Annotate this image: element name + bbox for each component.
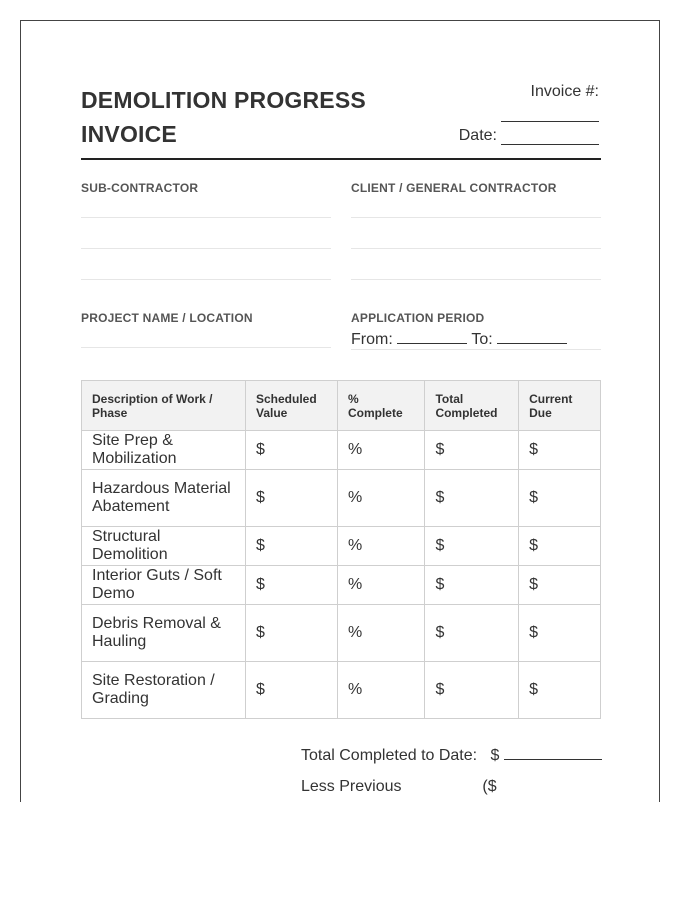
header-current-due: Current Due xyxy=(519,381,601,431)
sub-contractor-field-1[interactable] xyxy=(81,217,331,218)
table-row xyxy=(82,431,601,470)
project-field[interactable] xyxy=(81,347,331,348)
table-row xyxy=(82,566,601,605)
total-completed-currency: $ xyxy=(490,747,500,764)
row-current-due[interactable]: $ xyxy=(519,470,601,527)
header-scheduled-value: Scheduled Value xyxy=(245,381,337,431)
row-total-completed[interactable]: $ xyxy=(425,527,519,566)
row-scheduled-value[interactable]: $ xyxy=(245,431,337,470)
invoice-title xyxy=(81,83,401,151)
row-description: Site Prep & Mobilization xyxy=(82,431,246,470)
table-row xyxy=(82,662,601,719)
sub-contractor-label: SUB-CONTRACTOR xyxy=(81,181,199,195)
row-description: Hazardous Material Abatement xyxy=(82,470,246,527)
table-row xyxy=(82,605,601,662)
row-scheduled-value[interactable]: $ xyxy=(245,527,337,566)
date-field[interactable] xyxy=(501,128,599,145)
period-underline xyxy=(351,349,601,350)
row-percent-complete[interactable]: % xyxy=(337,566,424,605)
row-scheduled-value[interactable]: $ xyxy=(245,662,337,719)
row-total-completed[interactable]: $ xyxy=(425,431,519,470)
row-current-due[interactable]: $ xyxy=(519,662,601,719)
less-previous-open: ($ xyxy=(482,778,497,795)
row-scheduled-value[interactable]: $ xyxy=(245,470,337,527)
client-field-3[interactable] xyxy=(351,279,601,280)
invoice-number-label: Invoice #: xyxy=(530,83,599,100)
from-field[interactable] xyxy=(397,329,467,344)
title-line-2: INVOICE xyxy=(81,121,177,147)
row-percent-complete[interactable]: % xyxy=(337,431,424,470)
header-total-completed: Total Completed xyxy=(425,381,519,431)
row-current-due[interactable]: $ xyxy=(519,605,601,662)
row-description: Structural Demolition xyxy=(82,527,246,566)
row-percent-complete[interactable]: % xyxy=(337,605,424,662)
row-description: Site Restoration / Grading xyxy=(82,662,246,719)
row-percent-complete[interactable]: % xyxy=(337,662,424,719)
table-row xyxy=(82,527,601,566)
row-total-completed[interactable]: $ xyxy=(425,566,519,605)
row-scheduled-value[interactable]: $ xyxy=(245,566,337,605)
client-field-2[interactable] xyxy=(351,248,601,249)
client-label: CLIENT / GENERAL CONTRACTOR xyxy=(351,181,557,195)
total-completed-field[interactable] xyxy=(504,745,602,760)
project-label: PROJECT NAME / LOCATION xyxy=(81,311,253,325)
row-current-due[interactable]: $ xyxy=(519,566,601,605)
header-description: Description of Work / Phase xyxy=(82,381,246,431)
period-row xyxy=(351,329,567,349)
total-completed-label: Total Completed to Date: xyxy=(301,747,478,764)
to-field[interactable] xyxy=(497,329,567,344)
invoice-page xyxy=(20,20,660,802)
to-label: To: xyxy=(471,331,493,348)
total-completed-row xyxy=(301,745,602,765)
header-divider xyxy=(81,158,601,160)
row-percent-complete[interactable]: % xyxy=(337,527,424,566)
row-total-completed[interactable]: $ xyxy=(425,662,519,719)
date-row xyxy=(459,127,599,145)
work-table xyxy=(81,380,601,719)
header-percent-complete: % Complete xyxy=(337,381,424,431)
row-current-due[interactable]: $ xyxy=(519,431,601,470)
title-line-1: DEMOLITION PROGRESS xyxy=(81,87,366,113)
invoice-number-field[interactable] xyxy=(501,121,599,122)
row-description: Interior Guts / Soft Demo xyxy=(82,566,246,605)
less-previous-row xyxy=(301,778,497,796)
from-label: From: xyxy=(351,331,393,348)
row-percent-complete[interactable]: % xyxy=(337,470,424,527)
table-row xyxy=(82,470,601,527)
row-total-completed[interactable]: $ xyxy=(425,470,519,527)
sub-contractor-field-3[interactable] xyxy=(81,279,331,280)
table-header-row xyxy=(82,381,601,431)
row-total-completed[interactable]: $ xyxy=(425,605,519,662)
less-previous-label: Less Previous xyxy=(301,778,402,795)
client-field-1[interactable] xyxy=(351,217,601,218)
date-label: Date: xyxy=(458,127,497,144)
sub-contractor-field-2[interactable] xyxy=(81,248,331,249)
application-period-label: APPLICATION PERIOD xyxy=(351,311,485,325)
row-description: Debris Removal & Hauling xyxy=(82,605,246,662)
row-current-due[interactable]: $ xyxy=(519,527,601,566)
row-scheduled-value[interactable]: $ xyxy=(245,605,337,662)
